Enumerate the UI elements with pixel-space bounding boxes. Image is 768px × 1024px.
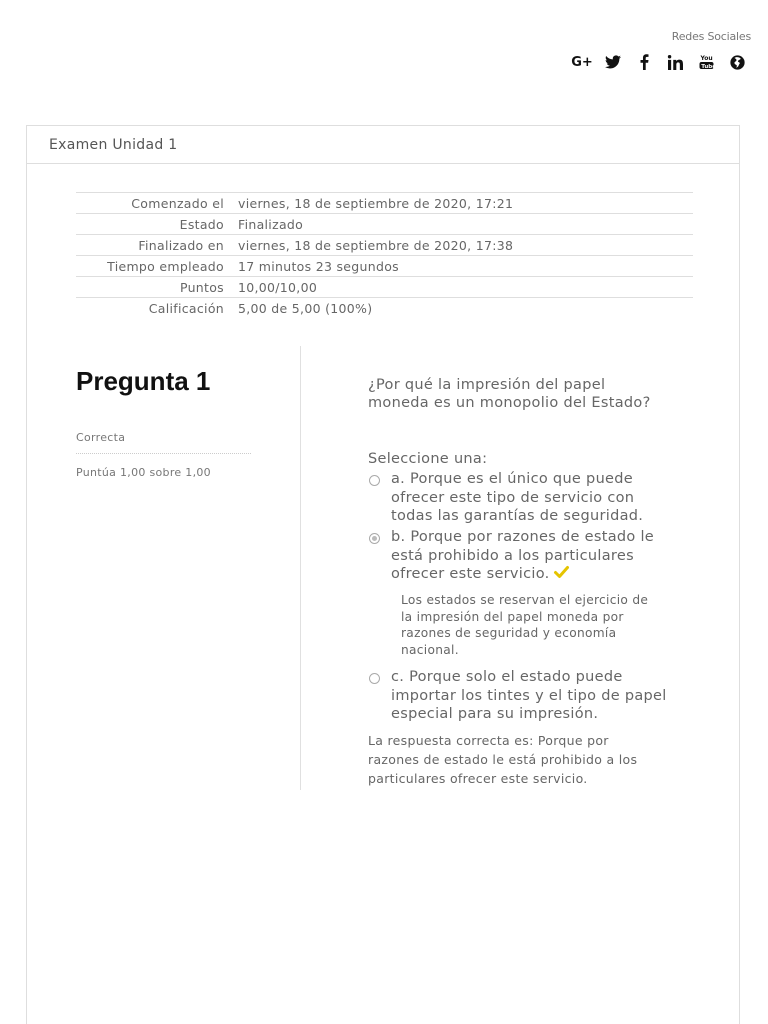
social-label: Redes Sociales	[671, 30, 751, 43]
summary-value: 5,00 de 5,00 (100%)	[238, 298, 693, 319]
radio-button[interactable]	[369, 673, 380, 684]
summary-label: Comenzado el	[76, 193, 238, 214]
summary-label: Puntos	[76, 277, 238, 298]
summary-value: Finalizado	[238, 214, 693, 235]
answer-option-b[interactable]	[368, 528, 668, 584]
divider	[76, 453, 251, 454]
answer-option-c[interactable]	[368, 668, 668, 724]
summary-value: viernes, 18 de septiembre de 2020, 17:38	[238, 235, 693, 256]
linkedin-icon[interactable]	[666, 53, 684, 71]
summary-label: Tiempo empleado	[76, 256, 238, 277]
question-grade: Puntúa 1,00 sobre 1,00	[76, 466, 211, 479]
summary-value: viernes, 18 de septiembre de 2020, 17:21	[238, 193, 693, 214]
option-text-wrap	[391, 528, 668, 584]
summary-label: Finalizado en	[76, 235, 238, 256]
radio-button[interactable]	[369, 475, 380, 486]
summary-value: 10,00/10,00	[238, 277, 693, 298]
question-text: ¿Por qué la impresión del papel moneda es un monopolio del Estado?	[368, 377, 651, 411]
facebook-icon[interactable]	[635, 53, 653, 71]
option-label: a. Porque es el único que puede ofrecer este tipo de servicio con todas las garantías de seguridad.	[391, 471, 644, 524]
question-state: Correcta	[76, 431, 126, 444]
globe-icon[interactable]	[728, 53, 746, 71]
table-row	[76, 256, 693, 277]
checkmark-icon	[554, 566, 569, 582]
exam-card	[26, 125, 740, 1024]
attempt-summary-table	[76, 192, 693, 318]
summary-value: 17 minutos 23 segundos	[238, 256, 693, 277]
summary-label: Calificación	[76, 298, 238, 319]
table-row	[76, 193, 693, 214]
option-label: c. Porque solo el estado puede importar los tintes y el tipo de papel especial para su impresión.	[391, 669, 667, 722]
answer-option-a[interactable]	[368, 470, 668, 526]
social-icons	[573, 53, 746, 71]
answer-prompt: Seleccione una:	[368, 451, 488, 467]
option-label: b. Porque por razones de estado le está prohibido a los particulares ofrecer este servicio.	[391, 529, 655, 582]
twitter-icon[interactable]	[604, 53, 622, 71]
column-divider	[300, 346, 301, 790]
svg-text:Tube: Tube	[700, 63, 716, 70]
radio-button-selected[interactable]	[369, 533, 380, 544]
question-title: Pregunta 1	[76, 366, 211, 396]
table-row	[76, 298, 693, 319]
table-row	[76, 235, 693, 256]
correct-answer-text: La respuesta correcta es: Porque por razones de estado le está prohibido a los particulares ofrecer este servicio.	[368, 733, 638, 786]
option-feedback: Los estados se reservan el ejercicio de la impresión del papel moneda por razones de seguridad y economía nacional.	[401, 593, 649, 657]
youtube-icon[interactable]	[697, 53, 715, 71]
svg-text:You: You	[700, 55, 713, 62]
exam-title: Examen Unidad 1	[27, 126, 739, 164]
table-row	[76, 214, 693, 235]
google-plus-icon[interactable]: G+	[571, 54, 593, 70]
table-row	[76, 277, 693, 298]
summary-label: Estado	[76, 214, 238, 235]
